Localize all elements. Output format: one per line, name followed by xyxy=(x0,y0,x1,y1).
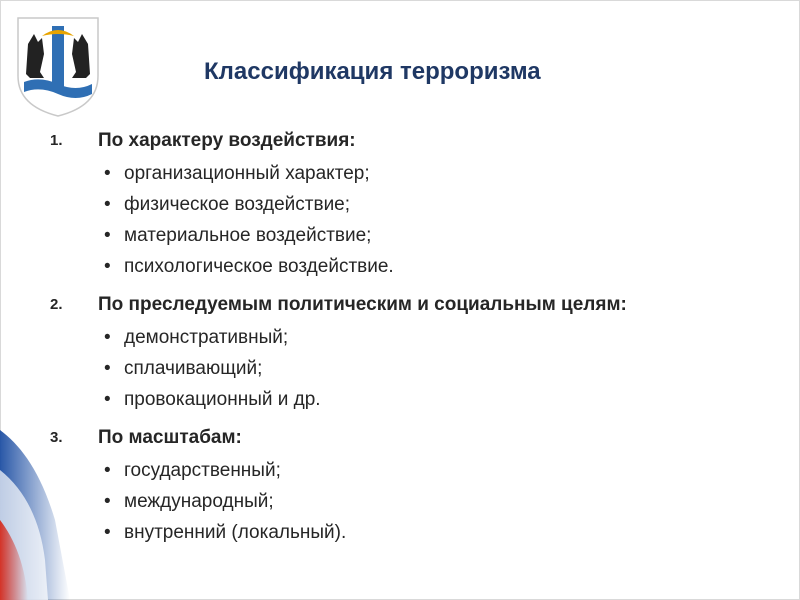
section-title: По масштабам: xyxy=(98,427,242,448)
section-number: 1. xyxy=(50,132,63,149)
section-title: По преследуемым политическим и социальным целям: xyxy=(98,294,627,315)
list-item: • физическое воздействие; xyxy=(100,189,738,220)
list-item: • организационный характер; xyxy=(100,158,738,189)
list-item: • государственный; xyxy=(100,455,738,486)
bullet-list xyxy=(48,158,738,282)
section-goals xyxy=(48,292,738,415)
section-impact xyxy=(48,128,738,282)
novosibirsk-coat-of-arms-icon xyxy=(14,14,102,118)
list-item: • материальное воздействие; xyxy=(100,220,738,251)
list-item: • психологическое воздействие. xyxy=(100,251,738,282)
bullet-list xyxy=(48,322,738,415)
section-heading xyxy=(48,128,738,154)
bullet-list xyxy=(48,455,738,548)
section-title: По характеру воздействия: xyxy=(98,130,356,151)
slide-title: Классификация терроризма xyxy=(204,58,541,85)
section-heading xyxy=(48,292,738,318)
section-number: 2. xyxy=(50,296,63,313)
section-number: 3. xyxy=(50,429,63,446)
list-item: • провокационный и др. xyxy=(100,384,738,415)
section-scale xyxy=(48,425,738,548)
classification-list xyxy=(48,128,738,558)
section-heading xyxy=(48,425,738,451)
list-item: • внутренний (локальный). xyxy=(100,517,738,548)
list-item: • сплачивающий; xyxy=(100,353,738,384)
list-item: • международный; xyxy=(100,486,738,517)
list-item: • демонстративный; xyxy=(100,322,738,353)
